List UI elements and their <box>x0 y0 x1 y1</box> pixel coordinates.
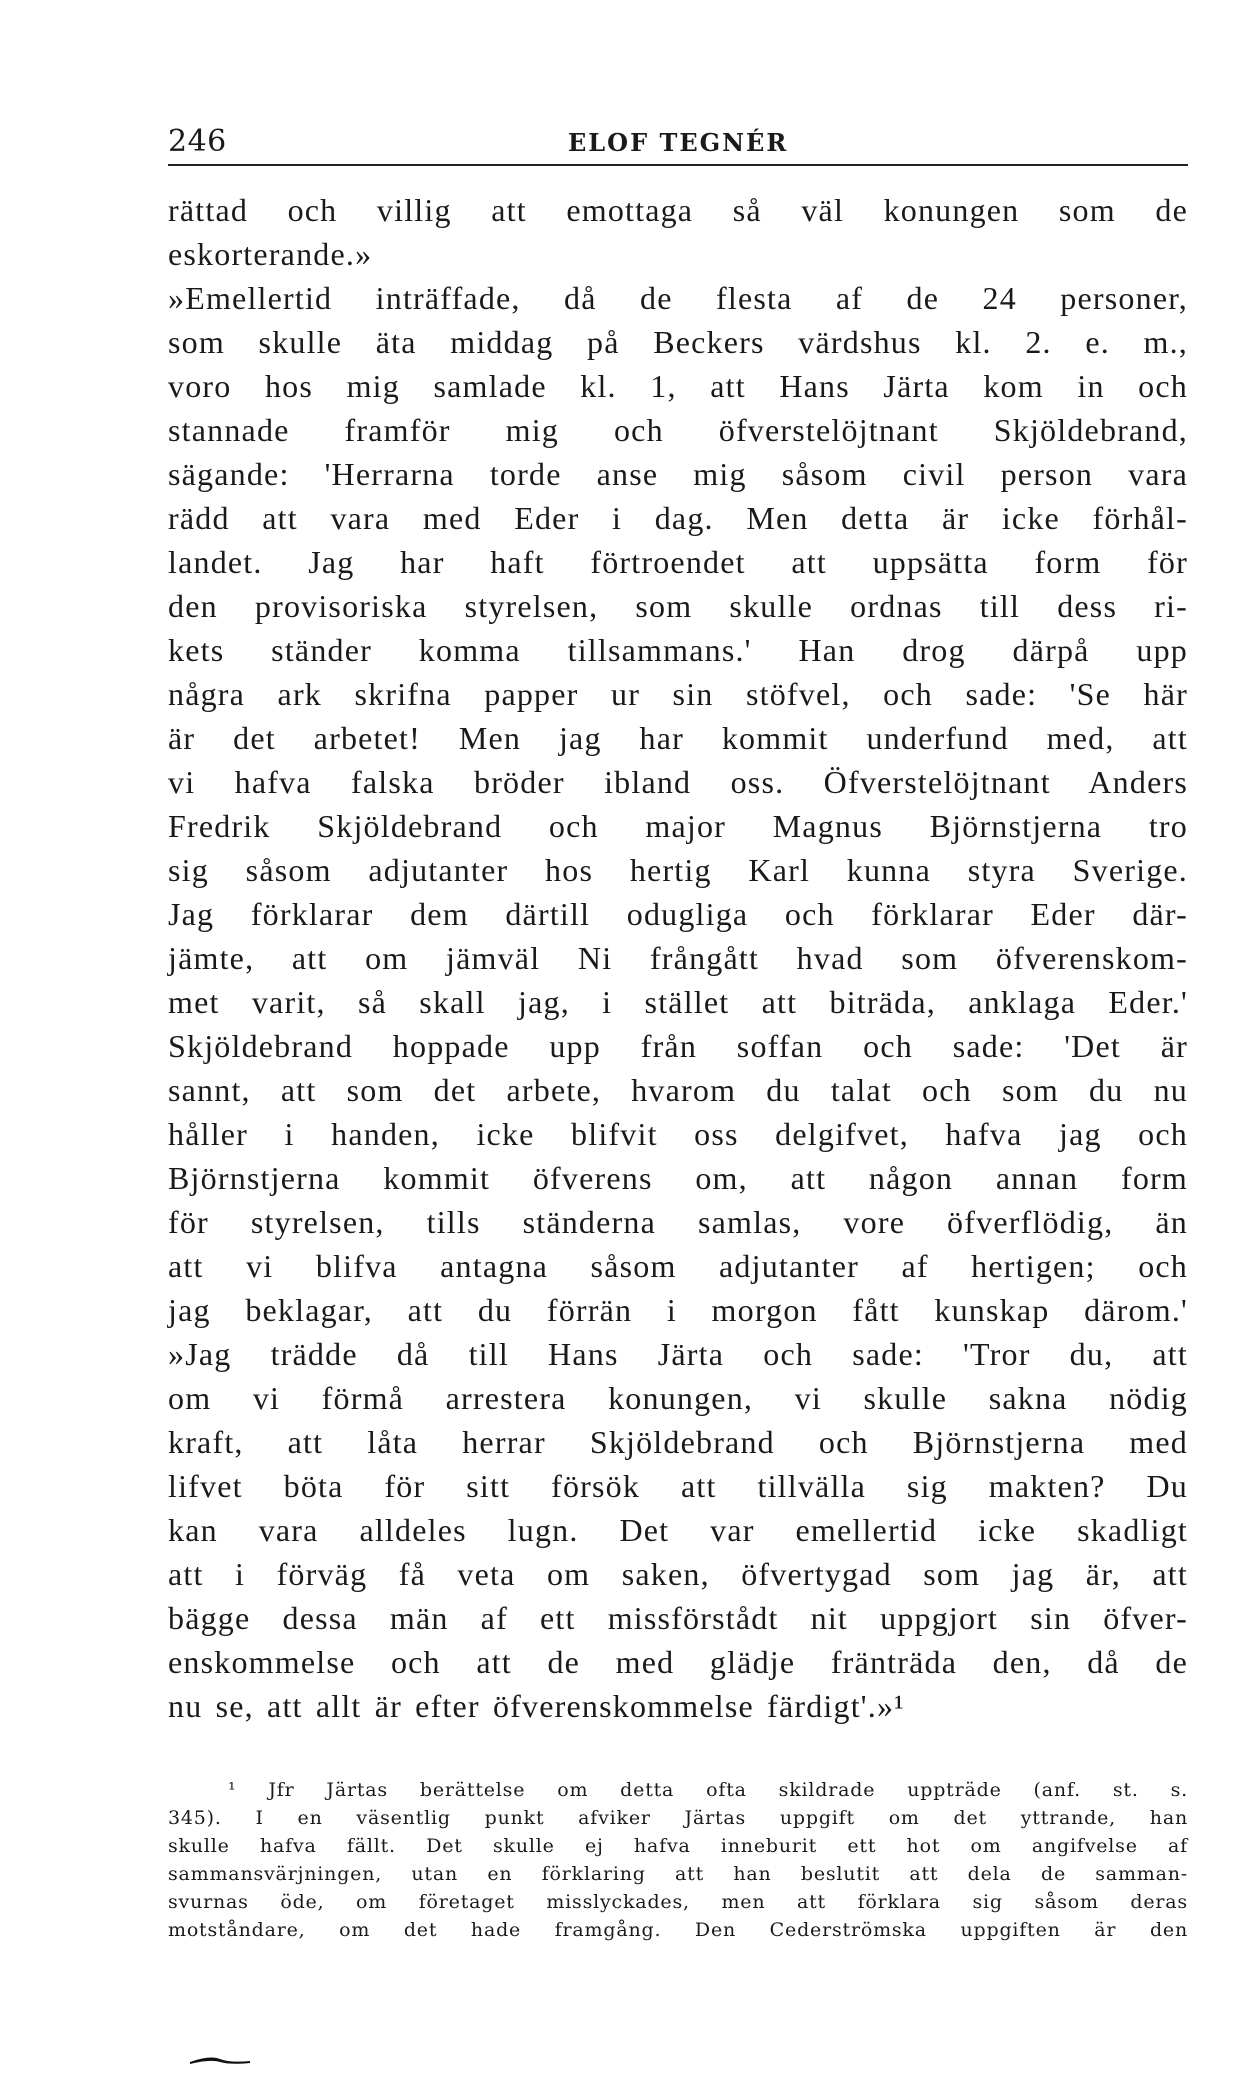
text-line: bägge dessa män af ett missförstådt nit uppgjort sin öfver- <box>168 1600 1188 1636</box>
footnote-line: svurnas öde, om företaget misslyckades, men att förklara sig såsom deras <box>168 1891 1188 1913</box>
text-line: eskorterande.» <box>168 236 373 272</box>
page <box>168 124 1188 1728</box>
footnote-line: skulle hafva fällt. Det skulle ej hafva inneburit ett hot om angifvelse af <box>168 1835 1188 1857</box>
page-number: 246 <box>168 124 227 159</box>
text-line: rädd att vara med Eder i dag. Men detta är icke förhål- <box>168 500 1188 536</box>
text-line: landet. Jag har haft förtroendet att uppsätta form för <box>168 544 1188 580</box>
text-line: att vi blifva antagna såsom adjutanter af hertigen; och <box>168 1248 1188 1284</box>
footnote-line: 345). I en väsentlig punkt afviker Järtas uppgift om det yttrande, han <box>168 1807 1188 1829</box>
footnote-line: ¹ Jfr Järtas berättelse om detta ofta skildrade uppträde (anf. st. s. <box>228 1779 1188 1801</box>
text-line: jag beklagar, att du förrän i morgon fått kunskap därom.' <box>168 1292 1188 1328</box>
footnote-line: sammansvärjningen, utan en förklaring att han beslutit att dela de samman- <box>168 1863 1188 1885</box>
text-line: Björnstjerna kommit öfverens om, att någon annan form <box>168 1160 1188 1196</box>
text-line: kets ständer komma tillsammans.' Han drog därpå upp <box>168 632 1188 668</box>
text-line: »Emellertid inträffade, då de flesta af de 24 personer, <box>168 280 1188 316</box>
text-line: lifvet böta för sitt försök att tillvälla sig makten? Du <box>168 1468 1188 1504</box>
text-line: stannade framför mig och öfverstelöjtnant Skjöldebrand, <box>168 412 1188 448</box>
text-line: som skulle äta middag på Beckers värdshus kl. 2. e. m., <box>168 324 1188 360</box>
text-line: kraft, att låta herrar Skjöldebrand och Björnstjerna med <box>168 1424 1188 1460</box>
text-line: håller i handen, icke blifvit oss delgifvet, hafva jag och <box>168 1116 1188 1152</box>
text-line: att i förväg få veta om saken, öfvertygad som jag är, att <box>168 1556 1188 1592</box>
page-ornament <box>190 2055 250 2065</box>
text-line: Jag förklarar dem därtill odugliga och förklarar Eder där- <box>168 896 1188 932</box>
text-line: Fredrik Skjöldebrand och major Magnus Björnstjerna tro <box>168 808 1188 844</box>
text-line: sig såsom adjutanter hos hertig Karl kunna styra Sverige. <box>168 852 1188 888</box>
text-line: om vi förmå arrestera konungen, vi skulle sakna nödig <box>168 1380 1188 1416</box>
text-line: för styrelsen, tills ständerna samlas, vore öfverflödig, än <box>168 1204 1188 1240</box>
text-line: är det arbetet! Men jag har kommit underfund med, att <box>168 720 1188 756</box>
body-text <box>168 188 1188 1728</box>
footnote-line: motståndare, om det hade framgång. Den Cederströmska uppgiften är den <box>168 1919 1188 1941</box>
text-line: rättad och villig att emottaga så väl konungen som de <box>168 192 1188 228</box>
page-header <box>168 124 1188 166</box>
text-line: några ark skrifna papper ur sin stöfvel, och sade: 'Se här <box>168 676 1188 712</box>
text-line: voro hos mig samlade kl. 1, att Hans Järta kom in och <box>168 368 1188 404</box>
text-line: jämte, att om jämväl Ni frångått hvad som öfverenskom- <box>168 940 1188 976</box>
text-line: »Jag trädde då till Hans Järta och sade: 'Tror du, att <box>168 1336 1188 1372</box>
text-line: nu se, att allt är efter öfverenskommelse färdigt'.»¹ <box>168 1688 905 1724</box>
text-line: met varit, så skall jag, i stället att biträda, anklaga Eder.' <box>168 984 1188 1020</box>
text-line: kan vara alldeles lugn. Det var emellertid icke skadligt <box>168 1512 1188 1548</box>
footnotes <box>168 1776 1188 1944</box>
text-line: vi hafva falska bröder ibland oss. Öfverstelöjtnant Anders <box>168 764 1188 800</box>
text-line: den provisoriska styrelsen, som skulle ordnas till dess ri- <box>168 588 1188 624</box>
text-line: Skjöldebrand hoppade upp från soffan och sade: 'Det är <box>168 1028 1188 1064</box>
text-line: enskommelse och att de med glädje fränträda den, då de <box>168 1644 1188 1680</box>
text-line: sannt, att som det arbete, hvarom du talat och som du nu <box>168 1072 1188 1108</box>
text-line: sägande: 'Herrarna torde anse mig såsom civil person vara <box>168 456 1188 492</box>
running-head: ELOF TEGNÉR <box>568 128 789 157</box>
